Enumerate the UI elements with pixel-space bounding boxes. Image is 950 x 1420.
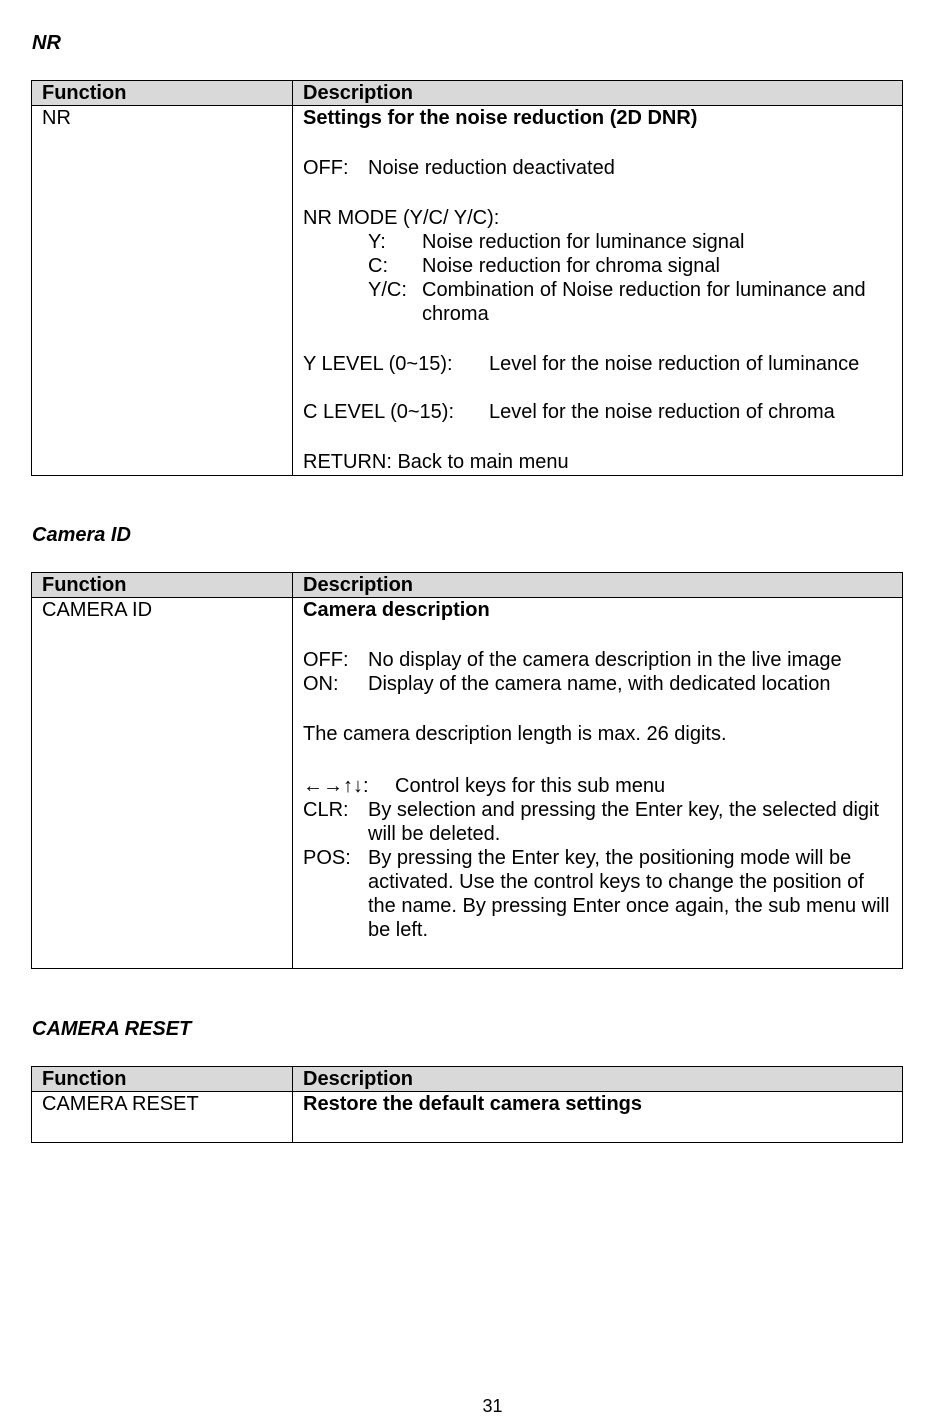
camera-reset-table xyxy=(31,1066,903,1143)
camera-id-length: The camera description length is max. 26 digits. xyxy=(303,723,727,745)
camera-id-arrows: ←→↑↓: Control keys for this sub menu xyxy=(303,775,666,797)
nr-return: RETURN: Back to main menu xyxy=(303,451,569,473)
description-cell xyxy=(293,106,902,475)
table-row xyxy=(32,1092,902,1142)
nr-heading: Settings for the noise reduction (2D DNR) xyxy=(303,107,698,129)
camera-id-table xyxy=(31,572,903,969)
nr-section-title: NR xyxy=(32,32,61,54)
header-function: Function xyxy=(32,1067,293,1091)
camera-id-pos: POS: By pressing the Enter key, the positioning mode will be activated. Use the control keys to change the position of the name. By pressing Enter once again, the sub menu will be left. xyxy=(303,847,890,941)
nr-mode-label: NR MODE (Y/C/ Y/C): xyxy=(303,207,500,229)
header-description: Description xyxy=(303,574,414,596)
function-cell: CAMERA RESET xyxy=(32,1092,293,1142)
camera-id-section-title: Camera ID xyxy=(32,524,131,546)
function-cell: NR xyxy=(32,106,293,475)
header-description: Description xyxy=(303,82,414,104)
nr-table xyxy=(31,80,903,476)
nr-mode-c: C: Noise reduction for chroma signal xyxy=(368,255,720,277)
nr-mode-y: Y: Noise reduction for luminance signal xyxy=(368,231,745,253)
table-header xyxy=(32,1067,902,1092)
table-header xyxy=(32,81,902,106)
nr-c-level: C LEVEL (0~15): Level for the noise reduction of chroma xyxy=(303,401,835,423)
description-cell xyxy=(293,598,902,968)
header-function: Function xyxy=(32,573,293,597)
header-description: Description xyxy=(303,1068,414,1090)
nr-y-level: Y LEVEL (0~15): Level for the noise reduction of luminance xyxy=(303,353,860,375)
camera-id-on: ON: Display of the camera name, with dedicated location xyxy=(303,673,831,695)
nr-off-line: OFF: Noise reduction deactivated xyxy=(303,157,615,179)
table-header xyxy=(32,573,902,598)
header-function: Function xyxy=(32,81,293,105)
page-number: 31 xyxy=(482,1396,503,1416)
camera-id-clr: CLR: By selection and pressing the Enter key, the selected digit will be deleted. xyxy=(303,799,880,845)
camera-id-off: OFF: No display of the camera description in the live image xyxy=(303,649,842,671)
table-row xyxy=(32,106,902,475)
function-cell: CAMERA ID xyxy=(32,598,293,968)
camera-reset-heading: Restore the default camera settings xyxy=(303,1093,642,1115)
nr-mode-yc: Y/C: Combination of Noise reduction for luminance and chroma xyxy=(368,279,866,325)
camera-id-heading: Camera description xyxy=(303,599,490,621)
table-row xyxy=(32,598,902,968)
description-cell xyxy=(293,1092,902,1142)
camera-reset-section-title: CAMERA RESET xyxy=(32,1018,192,1040)
